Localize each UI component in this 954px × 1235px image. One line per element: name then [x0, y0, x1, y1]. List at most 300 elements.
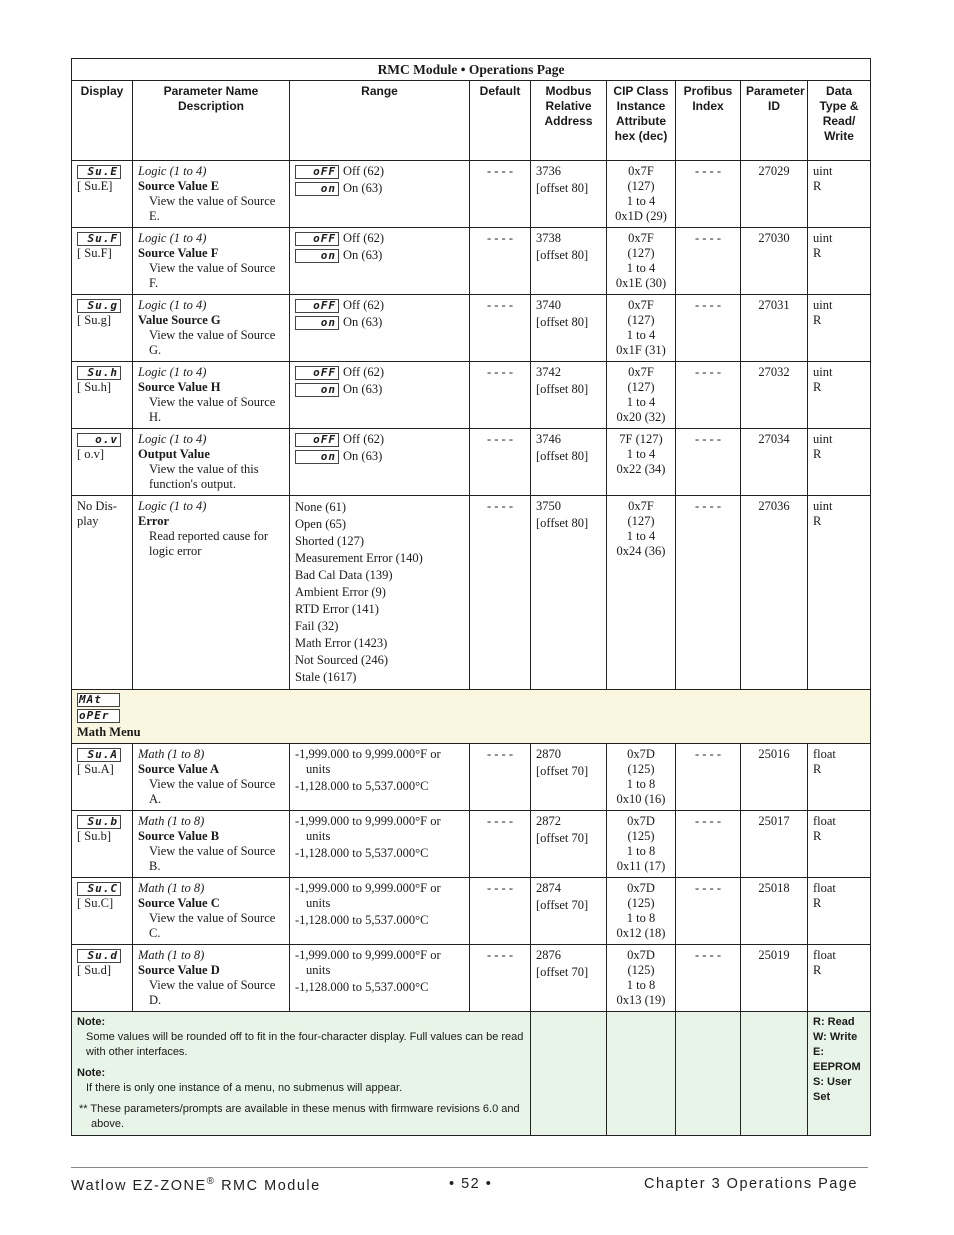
lcd-display: Su.d [77, 949, 121, 963]
data-type: uint [813, 432, 833, 446]
modbus-address: 2870 [536, 747, 561, 761]
header-cip: CIP Class Instance Attribute hex (dec) [607, 81, 676, 161]
range-item: Ambient Error (9) [295, 585, 386, 599]
header-data-type: Data Type & Read/ Write [808, 81, 871, 161]
display-code: [ Su.b] [77, 829, 112, 844]
instance-label: Logic (1 to 4) [138, 499, 207, 513]
cip-line: 1 to 8 [626, 777, 656, 791]
modbus-offset: [offset 70] [536, 965, 589, 979]
legend-item: E: EEPROM [813, 1046, 861, 1073]
cip-line: 1 to 4 [626, 328, 656, 342]
parameter-description: View the value of Source E. [149, 194, 276, 223]
data-type: R [813, 179, 822, 193]
parameter-description: View the value of Source H. [149, 395, 276, 424]
lcd-option: on [295, 383, 339, 397]
parameter-id-cell: 25017 [741, 811, 808, 878]
cip-cell [607, 744, 676, 811]
default-cell: - - - - [470, 878, 531, 945]
cip-line: 0x12 (18) [616, 926, 666, 940]
cip-line: (125) [627, 963, 655, 977]
data-type: uint [813, 164, 833, 178]
parameter-cell [133, 878, 290, 945]
display-code: [ Su.A] [77, 762, 114, 777]
range-item: Stale (1617) [295, 670, 357, 684]
parameter-description: View the value of Source B. [149, 844, 276, 873]
modbus-offset: [offset 70] [536, 898, 589, 912]
header-range: Range [290, 81, 470, 161]
cip-line: (125) [627, 829, 655, 843]
profibus-cell: - - - - [676, 811, 741, 878]
display-code: [ Su.F] [77, 246, 112, 261]
range-celsius: -1,128.000 to 5,537.000°C [295, 913, 429, 927]
cip-line: (127) [627, 380, 655, 394]
cip-cell [607, 228, 676, 295]
menu-lcd-top: MAt [77, 693, 120, 707]
data-type: uint [813, 298, 833, 312]
cip-line: (125) [627, 896, 655, 910]
parameter-cell [133, 496, 290, 690]
data-type: R [813, 762, 822, 776]
parameter-id-cell: 27030 [741, 228, 808, 295]
range-item: Open (65) [295, 517, 347, 531]
legend-item: S: User Set [813, 1076, 852, 1103]
display-code: [ Su.g] [77, 313, 112, 328]
option-label: Off (62) [343, 231, 385, 245]
profibus-cell: - - - - [676, 295, 741, 362]
cip-cell [607, 811, 676, 878]
note-heading: Note: [77, 1067, 106, 1079]
range-cell [290, 878, 470, 945]
modbus-cell [531, 429, 607, 496]
data-type: R [813, 246, 822, 260]
modbus-offset: [offset 70] [536, 764, 589, 778]
lcd-option: on [295, 182, 339, 196]
modbus-address: 3738 [536, 231, 561, 245]
footer-divider [71, 1167, 868, 1168]
modbus-cell [531, 295, 607, 362]
parameter-cell [133, 945, 290, 1012]
read-write: R [813, 514, 822, 528]
default-cell: - - - - [470, 744, 531, 811]
data-type: R [813, 313, 822, 327]
range-cell [290, 744, 470, 811]
modbus-address: 2876 [536, 948, 561, 962]
option-label: Off (62) [343, 298, 385, 312]
modbus-offset: [offset 80] [536, 181, 589, 195]
lcd-option: oFF [295, 299, 339, 313]
range-cell [290, 429, 470, 496]
data-type: uint [813, 499, 833, 513]
range-cell [290, 811, 470, 878]
table-row [72, 496, 871, 690]
default-cell: - - - - [470, 945, 531, 1012]
cip-line: (127) [627, 514, 655, 528]
page-number: • 52 • [449, 1176, 493, 1192]
option-label: On (63) [343, 181, 383, 195]
parameter-cell [133, 429, 290, 496]
lcd-option: on [295, 249, 339, 263]
instance-label: Math (1 to 8) [138, 881, 205, 895]
table-row [72, 161, 871, 228]
cip-line: 1 to 4 [626, 447, 656, 461]
display-code: [ Su.C] [77, 896, 114, 911]
cip-line: 0x20 (32) [616, 410, 666, 424]
modbus-cell [531, 878, 607, 945]
profibus-cell: - - - - [676, 496, 741, 690]
range-option-off [295, 432, 464, 447]
default-cell: - - - - [470, 429, 531, 496]
table-row [72, 744, 871, 811]
profibus-cell: - - - - [676, 744, 741, 811]
modbus-offset: [offset 80] [536, 516, 589, 530]
cip-line: 7F (127) [619, 432, 663, 446]
notes-row [72, 1012, 871, 1136]
table-row [72, 362, 871, 429]
modbus-offset: [offset 70] [536, 831, 589, 845]
profibus-cell: - - - - [676, 878, 741, 945]
data-type: R [813, 896, 822, 910]
cip-line: 0x1F (31) [616, 343, 666, 357]
cip-line: 1 to 8 [626, 911, 656, 925]
display-code: [ Su.E] [77, 179, 113, 194]
parameter-name: Source Value F [138, 246, 219, 260]
profibus-cell: - - - - [676, 429, 741, 496]
cip-line: 0x22 (34) [616, 462, 666, 476]
modbus-cell [531, 362, 607, 429]
parameter-description: View the value of Source F. [149, 261, 276, 290]
data-type: R [813, 829, 822, 843]
parameter-description: View the value of Source C. [149, 911, 276, 940]
operations-table [71, 58, 871, 1136]
range-item: Shorted (127) [295, 534, 365, 548]
default-cell: - - - - [470, 362, 531, 429]
legend-cell [808, 1012, 871, 1136]
cip-cell [607, 362, 676, 429]
lcd-display: Su.h [77, 366, 121, 380]
range-item: Math Error (1423) [295, 636, 388, 650]
display-cell [72, 945, 133, 1012]
data-type: R [813, 963, 822, 977]
note-firmware: ** These parameters/prompts are available in these menus with firmware revisions 6.0 and above. [79, 1103, 520, 1130]
range-units: units [306, 896, 331, 910]
modbus-cell [531, 161, 607, 228]
parameter-name: Source Value E [138, 179, 220, 193]
range-celsius: -1,128.000 to 5,537.000°C [295, 846, 429, 860]
footer-chapter: Chapter 3 Operations Page [643, 1176, 858, 1192]
modbus-offset: [offset 80] [536, 315, 589, 329]
cip-line: 0x7D [627, 948, 655, 962]
modbus-address: 2872 [536, 814, 561, 828]
note-text: Some values will be rounded off to fit in the four-character display. Full values can be read with other interfaces. [86, 1031, 524, 1058]
table-row [72, 295, 871, 362]
math-menu-label: Math Menu [77, 725, 141, 739]
option-label: Off (62) [343, 432, 385, 446]
parameter-id-cell: 25016 [741, 744, 808, 811]
data-type-cell [808, 811, 871, 878]
footer-product: RMC Module [215, 1177, 321, 1194]
cip-line: 0x13 (19) [616, 993, 666, 1007]
display-cell [72, 161, 133, 228]
range-option-off [295, 164, 464, 179]
cip-line: (127) [627, 246, 655, 260]
range-item: Measurement Error (140) [295, 551, 423, 565]
cip-line: (127) [627, 179, 655, 193]
instance-label: Logic (1 to 4) [138, 365, 207, 379]
range-option-on [295, 315, 464, 330]
data-type-cell [808, 429, 871, 496]
data-type-cell [808, 362, 871, 429]
data-type-cell [808, 295, 871, 362]
data-type-cell [808, 161, 871, 228]
parameter-id-cell: 27036 [741, 496, 808, 690]
table-row [72, 945, 871, 1012]
cip-cell [607, 429, 676, 496]
range-cell [290, 496, 470, 690]
lcd-display: Su.C [77, 882, 121, 896]
range-cell [290, 161, 470, 228]
display-code: [ Su.d] [77, 963, 112, 978]
range-cell [290, 295, 470, 362]
profibus-cell: - - - - [676, 161, 741, 228]
parameter-cell [133, 362, 290, 429]
modbus-address: 3750 [536, 499, 561, 513]
modbus-offset: [offset 80] [536, 248, 589, 262]
modbus-address: 3746 [536, 432, 561, 446]
default-cell: - - - - [470, 496, 531, 690]
note-heading: Note: [77, 1016, 106, 1028]
cip-line: 0x1D (29) [615, 209, 667, 223]
instance-label: Logic (1 to 4) [138, 231, 207, 245]
table-row [72, 228, 871, 295]
range-cell [290, 228, 470, 295]
parameter-cell [133, 228, 290, 295]
display-cell [72, 228, 133, 295]
header-profibus: Profibus Index [676, 81, 741, 161]
cip-line: (125) [627, 762, 655, 776]
parameter-cell [133, 161, 290, 228]
parameter-description: Read reported cause for logic error [149, 529, 269, 558]
range-celsius: -1,128.000 to 5,537.000°C [295, 980, 429, 994]
parameter-description: View the value of Source D. [149, 978, 276, 1007]
cip-line: 0x7F [628, 231, 654, 245]
modbus-address: 3742 [536, 365, 561, 379]
range-item: None (61) [295, 500, 347, 514]
range-cell [290, 945, 470, 1012]
range-option-off [295, 231, 464, 246]
lcd-display: o.v [77, 433, 121, 447]
lcd-display: Su.b [77, 815, 121, 829]
cip-line: 1 to 4 [626, 529, 656, 543]
lcd-display: Su.A [77, 748, 121, 762]
display-cell [72, 811, 133, 878]
range-item: Bad Cal Data (139) [295, 568, 393, 582]
instance-label: Logic (1 to 4) [138, 432, 207, 446]
table-row [72, 878, 871, 945]
default-cell: - - - - [470, 295, 531, 362]
parameter-name: Value Source G [138, 313, 221, 327]
cip-line: 0x7D [627, 814, 655, 828]
table-title: RMC Module • Operations Page [72, 59, 871, 81]
display-code: [ o.v] [77, 447, 105, 462]
parameter-description: View the value of Source A. [149, 777, 276, 806]
range-fahrenheit: -1,999.000 to 9,999.000°F or [295, 948, 441, 962]
parameter-name: Source Value B [138, 829, 220, 843]
parameter-name: Source Value D [138, 963, 220, 977]
parameter-name: Source Value C [138, 896, 220, 910]
cip-line: 0x1E (30) [615, 276, 667, 290]
cip-cell [607, 295, 676, 362]
modbus-cell [531, 945, 607, 1012]
cip-line: 0x10 (16) [616, 792, 666, 806]
lcd-display: Su.E [77, 165, 121, 179]
option-label: On (63) [343, 449, 383, 463]
display-code: [ Su.h] [77, 380, 112, 395]
cip-line: 1 to 4 [626, 261, 656, 275]
lcd-option: on [295, 450, 339, 464]
instance-label: Math (1 to 8) [138, 948, 205, 962]
range-units: units [306, 963, 331, 977]
instance-label: Logic (1 to 4) [138, 164, 207, 178]
display-cell [72, 362, 133, 429]
cip-line: 0x7D [627, 881, 655, 895]
menu-lcd-bottom: oPEr [77, 709, 120, 723]
parameter-name: Output Value [138, 447, 210, 461]
cip-line: 1 to 4 [626, 395, 656, 409]
data-type: float [813, 948, 836, 962]
range-option-off [295, 365, 464, 380]
note-text: If there is only one instance of a menu, no submenus will appear. [86, 1082, 403, 1094]
data-type-cell [808, 228, 871, 295]
instance-label: Logic (1 to 4) [138, 298, 207, 312]
parameter-id-cell: 27032 [741, 362, 808, 429]
parameter-id-cell: 27034 [741, 429, 808, 496]
lcd-option: oFF [295, 366, 339, 380]
parameter-id-cell: 25019 [741, 945, 808, 1012]
modbus-address: 3740 [536, 298, 561, 312]
range-item: Fail (32) [295, 619, 339, 633]
table-row [72, 811, 871, 878]
data-type-cell [808, 744, 871, 811]
lcd-option: oFF [295, 232, 339, 246]
header-parameter: Parameter Name Description [133, 81, 290, 161]
data-type-cell [808, 878, 871, 945]
parameter-description: View the value of Source G. [149, 328, 276, 357]
profibus-cell: - - - - [676, 945, 741, 1012]
legend-item: R: Read [813, 1016, 855, 1028]
cip-line: 0x7F [628, 164, 654, 178]
header-display: Display [72, 81, 133, 161]
display-cell: No Dis- play [72, 496, 133, 690]
range-option-off [295, 298, 464, 313]
parameter-cell [133, 744, 290, 811]
header-default: Default [470, 81, 531, 161]
cip-line: 0x11 (17) [616, 859, 666, 873]
cip-line: 0x7F [628, 365, 654, 379]
parameter-description: View the value of this function's output. [149, 462, 259, 491]
lcd-option: oFF [295, 165, 339, 179]
range-option-on [295, 449, 464, 464]
math-menu-row [72, 690, 871, 744]
parameter-id-cell: 25018 [741, 878, 808, 945]
cip-line: 0x7D [627, 747, 655, 761]
option-label: Off (62) [343, 365, 385, 379]
data-type: R [813, 447, 822, 461]
modbus-cell [531, 744, 607, 811]
cip-line: 0x7F [628, 298, 654, 312]
range-item: RTD Error (141) [295, 602, 379, 616]
cip-cell [607, 878, 676, 945]
option-label: On (63) [343, 315, 383, 329]
parameter-cell [133, 295, 290, 362]
table-row [72, 429, 871, 496]
range-units: units [306, 762, 331, 776]
header-parameter-id: Parameter ID [741, 81, 808, 161]
modbus-offset: [offset 80] [536, 449, 589, 463]
modbus-offset: [offset 80] [536, 382, 589, 396]
range-celsius: -1,128.000 to 5,537.000°C [295, 779, 429, 793]
footer-title [71, 1176, 321, 1194]
display-cell [72, 429, 133, 496]
lcd-display: Su.g [77, 299, 121, 313]
footer-brand: Watlow EZ-ZONE [71, 1177, 207, 1194]
lcd-option: oFF [295, 433, 339, 447]
lcd-display: Su.F [77, 232, 121, 246]
range-option-on [295, 382, 464, 397]
data-type: float [813, 747, 836, 761]
range-option-on [295, 248, 464, 263]
data-type: uint [813, 365, 833, 379]
option-label: Off (62) [343, 164, 385, 178]
data-type: R [813, 380, 822, 394]
data-type-cell [808, 945, 871, 1012]
range-option-on [295, 181, 464, 196]
data-type: float [813, 881, 836, 895]
parameter-name: Error [138, 514, 170, 528]
range-units: units [306, 829, 331, 843]
profibus-cell: - - - - [676, 362, 741, 429]
cip-cell [607, 161, 676, 228]
default-cell: - - - - [470, 228, 531, 295]
range-fahrenheit: -1,999.000 to 9,999.000°F or [295, 881, 441, 895]
cip-line: 1 to 8 [626, 978, 656, 992]
data-type: uint [813, 231, 833, 245]
range-cell [290, 362, 470, 429]
default-cell: - - - - [470, 161, 531, 228]
modbus-address: 2874 [536, 881, 561, 895]
data-type-cell [808, 496, 871, 690]
cip-line: 0x7F [628, 499, 654, 513]
modbus-cell [531, 496, 607, 690]
parameter-name: Source Value H [138, 380, 221, 394]
notes-cell [72, 1012, 531, 1136]
lcd-option: on [295, 316, 339, 330]
cip-line: 1 to 8 [626, 844, 656, 858]
legend-item: W: Write [813, 1031, 858, 1043]
parameter-name: Source Value A [138, 762, 220, 776]
instance-label: Math (1 to 8) [138, 814, 205, 828]
display-cell [72, 744, 133, 811]
registered-mark: ® [206, 1176, 216, 1187]
option-label: On (63) [343, 248, 383, 262]
cip-line: (127) [627, 313, 655, 327]
cip-line: 0x24 (36) [616, 544, 666, 558]
data-type: float [813, 814, 836, 828]
cip-cell [607, 496, 676, 690]
cip-line: 1 to 4 [626, 194, 656, 208]
option-label: On (63) [343, 382, 383, 396]
range-fahrenheit: -1,999.000 to 9,999.000°F or [295, 747, 441, 761]
modbus-cell [531, 228, 607, 295]
